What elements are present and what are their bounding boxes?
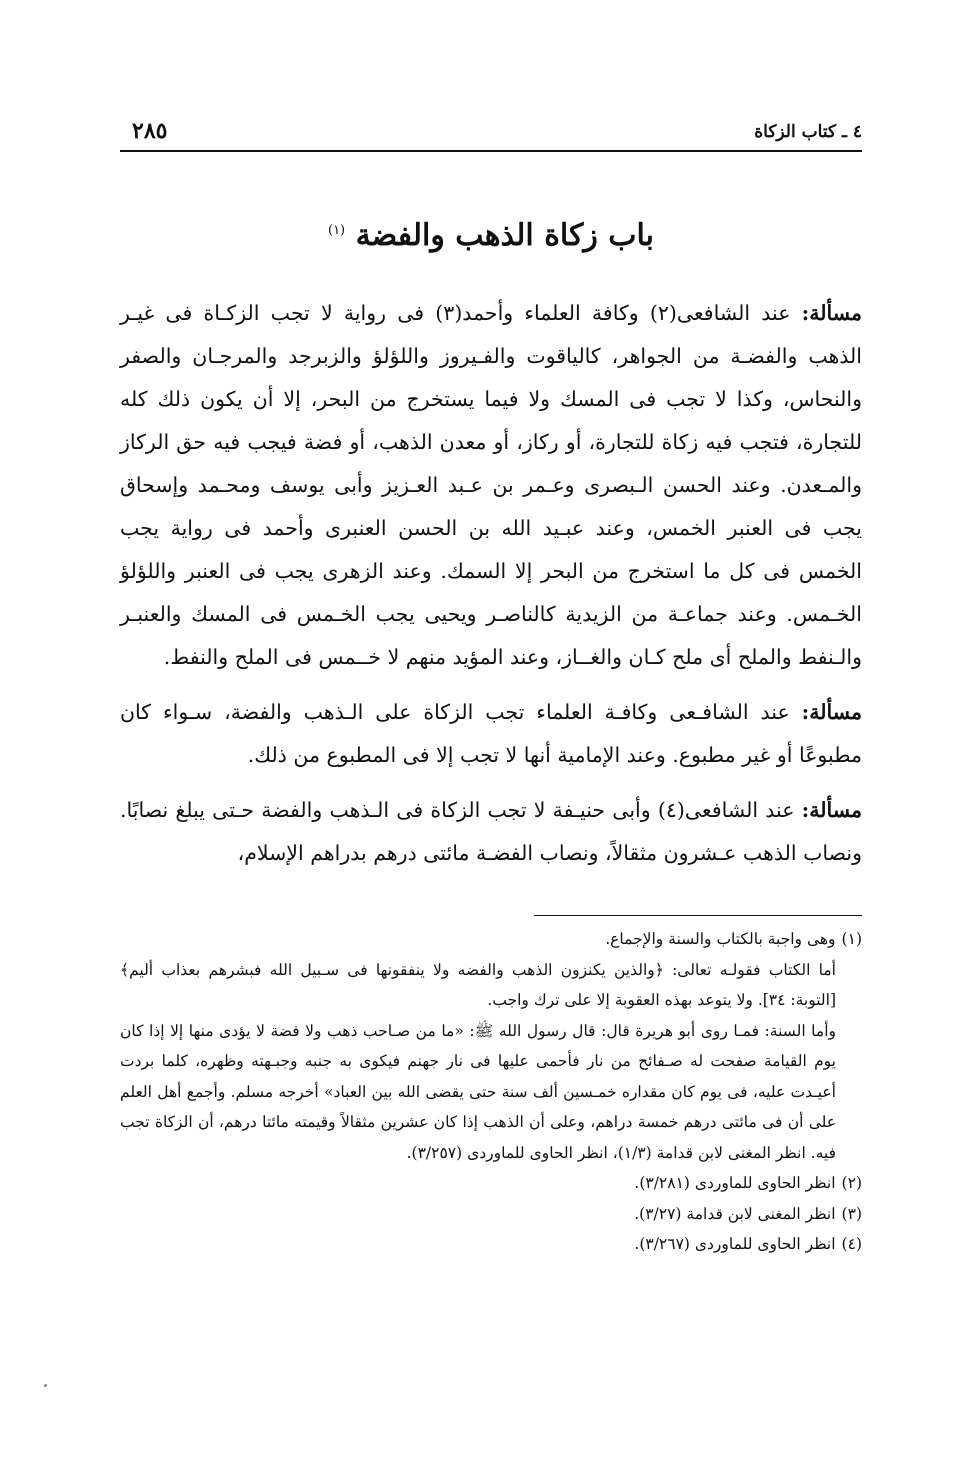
book-page xyxy=(120,0,862,1482)
header-rule xyxy=(120,150,862,152)
footnote-continuation xyxy=(120,955,862,1016)
footnote-number: (٣) xyxy=(841,1204,862,1223)
chapter-title-text: باب زكاة الذهب والفضة xyxy=(355,218,655,253)
footnote-text: انظر المغنى لابن قدامة (٣/٢٧). xyxy=(634,1204,836,1223)
footnote-rule xyxy=(534,915,862,916)
issue-label: مسألة: xyxy=(801,700,862,724)
footnote xyxy=(120,1199,862,1230)
page-header xyxy=(120,118,862,152)
footnote xyxy=(120,924,862,955)
scan-speck xyxy=(44,1384,47,1387)
issue-text: عند الشافعى(٢) وكافة العلماء وأحمد(٣) فى رواية لا تجب الزكـاة فى غيـر الذهب والفضـة من الجواهر، كالياقوت والفـيروز واللؤلؤ والزبرجد والمرجـان والصفر والنحاس، وكذا لا تجب فى المسك ولا فيما يستخرج من البحر، إلا أن يكون ذلك كله للتجارة، فتجب فيه زكاة للتجارة، أو ركاز، أو معدن الذهب، أو فضة فيجب فيه حق الركاز والمـعدن. وعند الحسن الـبصرى وعـمر بن عـبد العـزيز وأبى يوسف ومحـمد وإسحاق يجب فى العنبر الخمس، وعند عبـيد الله بن الحسن العنبرى وأحمد فى رواية يجب الخمس فى كل ما استخرج من البحر إلا السمك. وعند الزهرى يجب فى العنبر واللؤلؤ الخـمس. وعند جماعـة من الزيدية كالناصـر ويحيى يجب الخـمس فى المسك والعنبـر والـنفط والملح أى ملح كـان والغــاز، وعند المؤيد منهم لا خــمس فى الملح والنفط. xyxy=(120,301,862,669)
issue-paragraph xyxy=(120,292,862,679)
issue-label: مسألة: xyxy=(801,301,862,325)
footnote xyxy=(120,1229,862,1260)
footnote-text: وأما السنة: فمـا روى أبو هريرة قال: قال رسول الله ﷺ: «ما من صـاحب ذهب ولا فضة لا يؤدى منها إلا إذا كان يوم القيامة صفحت له صـفائح من نار فأحمى عليها فى نار جهنم فيكوى به جنبه وجبـهته وظهره، كلما بردت أعيـدت عليه، فى يوم كان مقداره خمـسين ألف سنة حتى يقضى الله بين العباد» أخرجه مسلم. وأجمع أهل العلم على أن فى مائتى درهم خمسة دراهم، وعلى أن الذهب إذا كان عشرين مثقالاً وقيمته مائتا درهم، أن الزكاة تجب فيه. انظر المغنى لابن قدامة (١/٣)، انظر الحاوى للماوردى (٣/٢٥٧). xyxy=(120,1021,836,1162)
main-text xyxy=(120,292,862,875)
footnote-text: انظر الحاوى للماوردى (٣/٢٨١). xyxy=(634,1174,836,1192)
footnote xyxy=(120,1168,862,1199)
footnote-text: انظر الحاوى للماوردى (٣/٢٦٧). xyxy=(634,1235,836,1253)
footnote-text: أما الكتاب فقولـه تعالى: ﴿والذين يكنزون الذهب والفضه ولا ينفقونها فى سـبيل الله فبشرهم بعذاب أليم﴾ [التوبة: ٣٤]. ولا يتوعد بهذه العقوبة إلا على ترك واجب. xyxy=(120,960,836,1009)
issue-text: عند الشافعى(٤) وأبى حنيـفة لا تجب الزكاة فى الـذهب والفضة حـتى يبلغ نصابًا. ونصاب الذهب عـشرون مثقالاً، ونصاب الفضـة مائتى درهم بدراهم الإسلام، xyxy=(120,798,862,865)
page-number: ٢٨٥ xyxy=(132,118,168,144)
issue-text: عند الشافـعى وكافـة العلماء تجب الزكاة على الـذهب والفضة، سـواء كان مطبوعًا أو غير مطبوع. وعند الإمامية أنها لا تجب إلا فى المطبوع من ذلك. xyxy=(120,700,862,767)
footnotes xyxy=(120,924,862,1260)
footnote-number: (٤) xyxy=(841,1235,862,1253)
issue-label: مسألة: xyxy=(801,798,862,822)
footnote-number: (١) xyxy=(841,930,862,948)
running-title: ٤ ـ كتاب الزكاة xyxy=(754,122,862,142)
chapter-title xyxy=(120,218,862,253)
footnote-continuation xyxy=(120,1016,862,1169)
chapter-footnote-ref: (١) xyxy=(327,223,346,238)
issue-paragraph xyxy=(120,691,862,777)
issue-paragraph xyxy=(120,789,862,875)
footnote-text: وهى واجبة بالكتاب والسنة والإجماع. xyxy=(605,930,836,948)
footnote-number: (٢) xyxy=(841,1174,862,1192)
